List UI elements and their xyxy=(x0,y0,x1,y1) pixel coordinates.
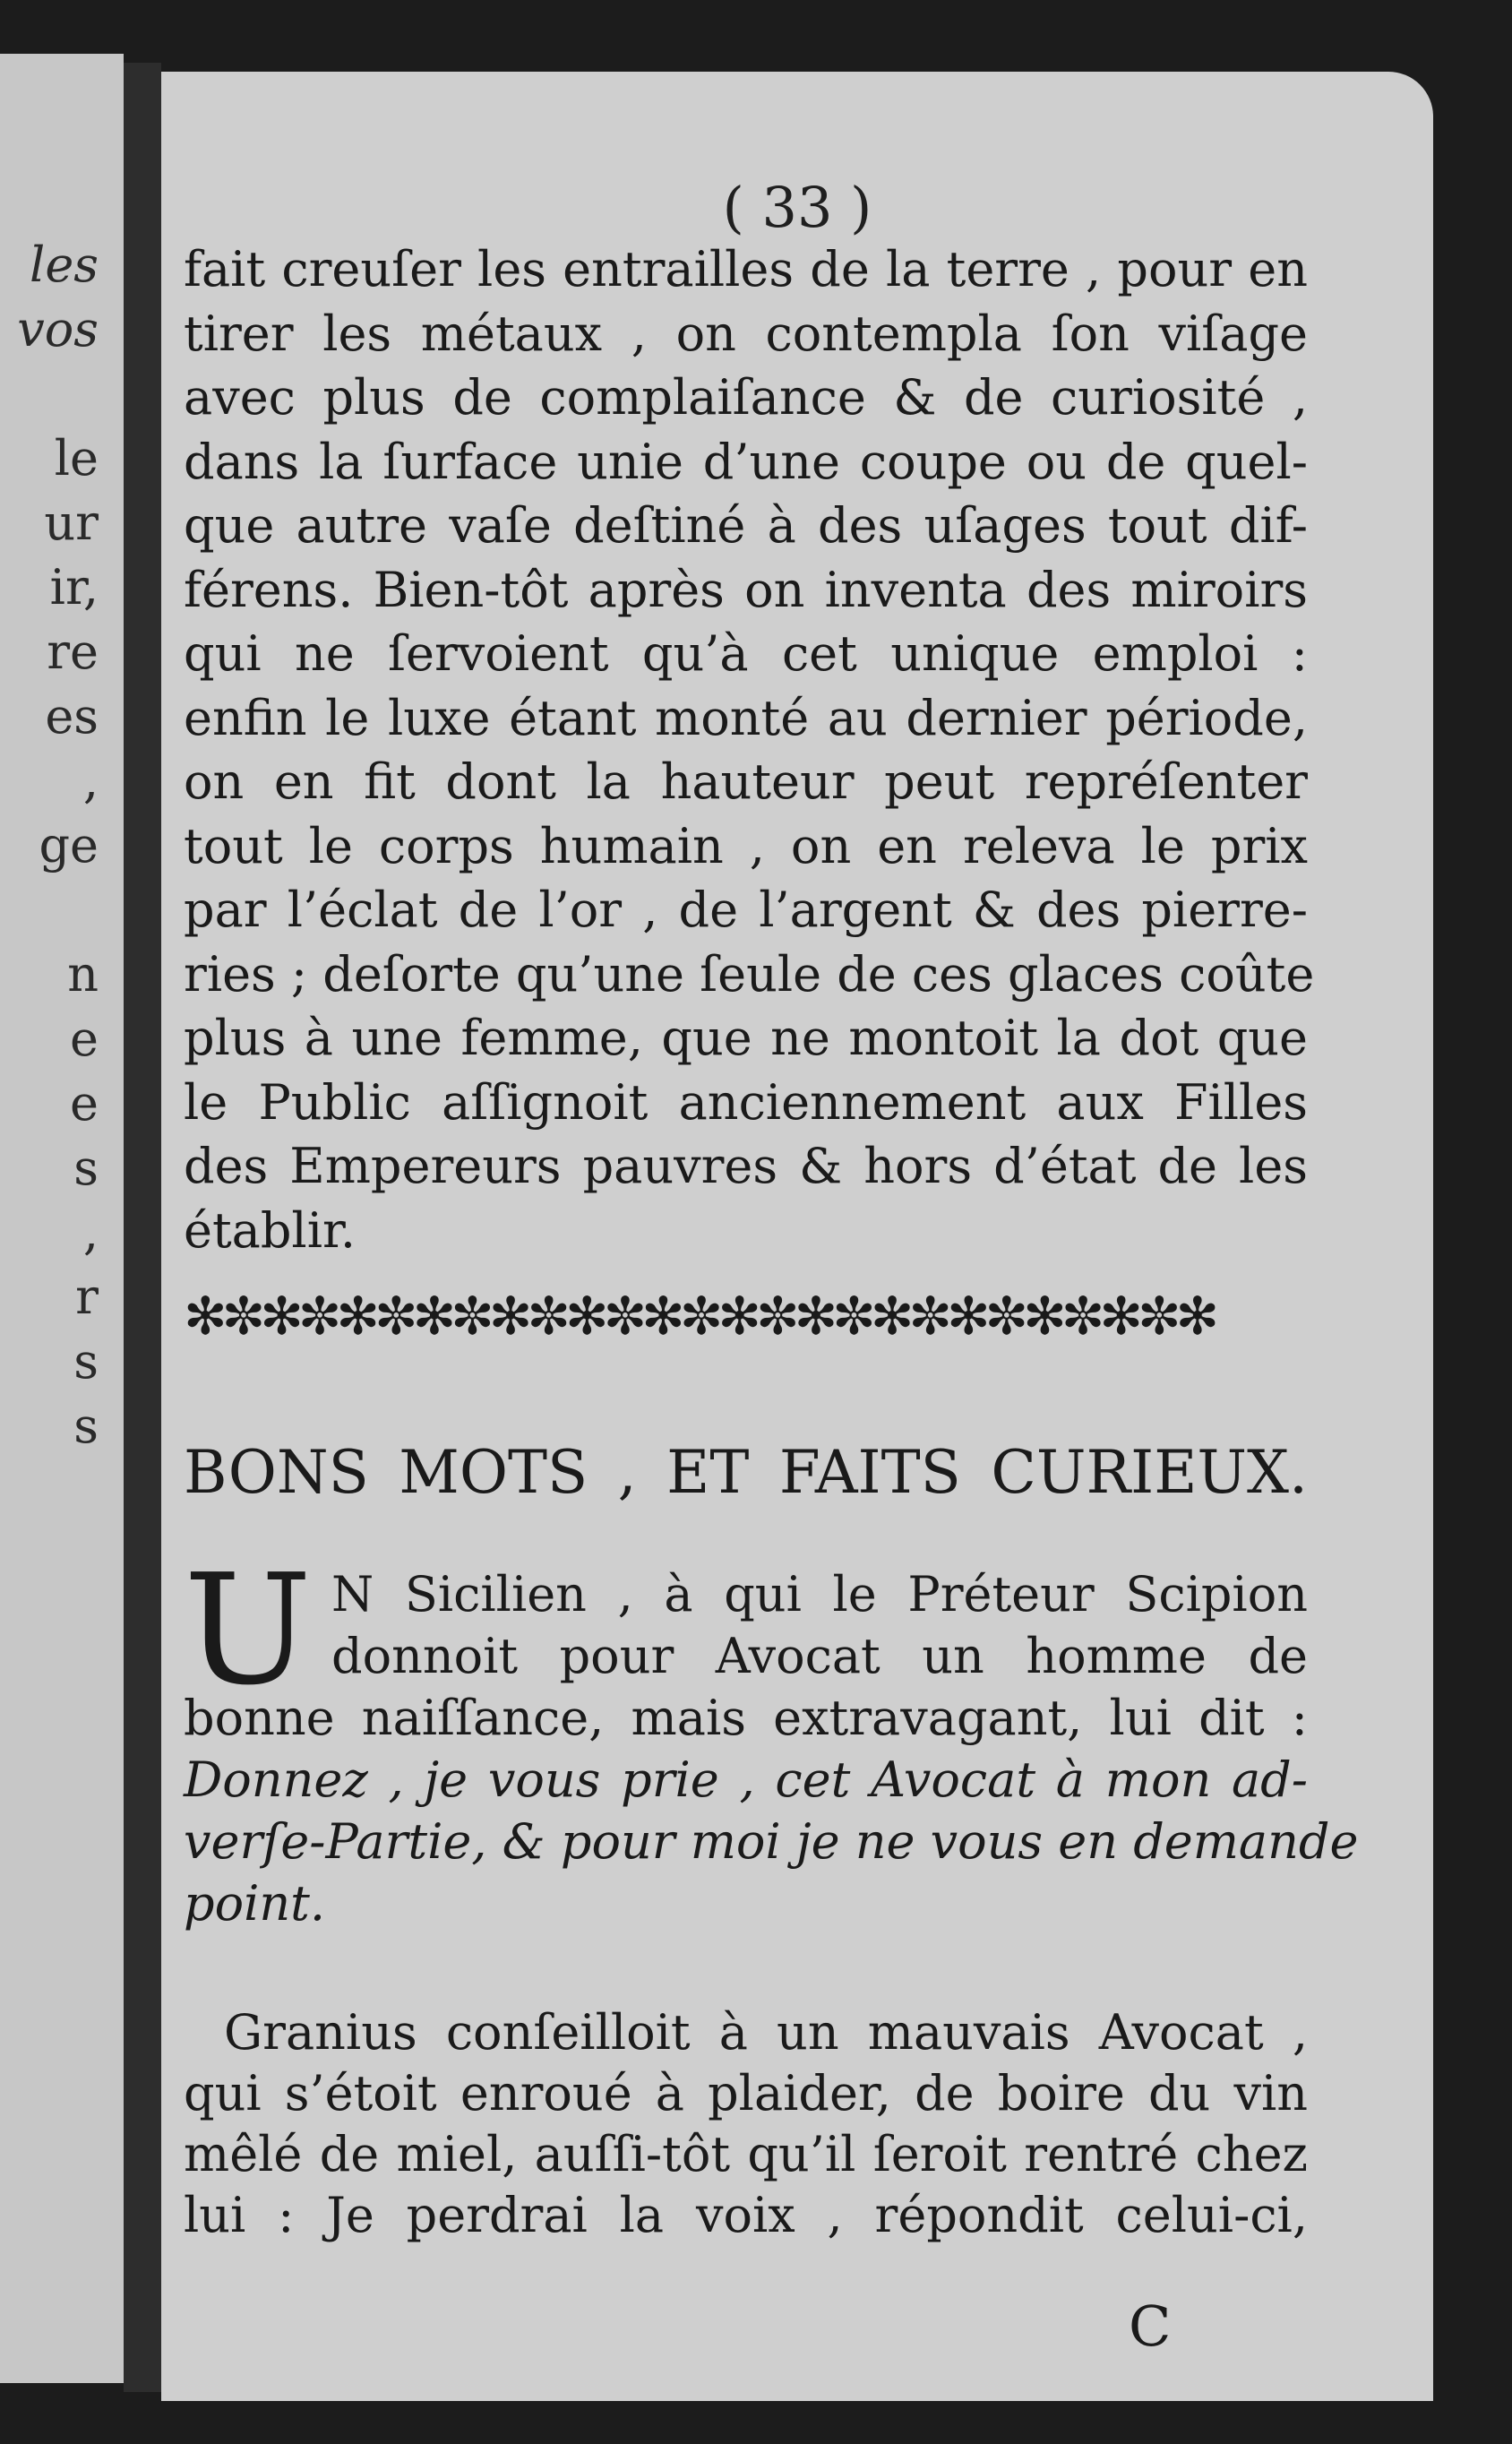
text-line: qui ne ſervoient qu’à cet unique emploi : xyxy=(184,625,1308,682)
left-fragment: les xyxy=(30,237,99,293)
left-fragment: , xyxy=(82,1204,99,1261)
text-line: que autre vaſe deſtiné à des uſages tout dif- xyxy=(184,497,1308,554)
left-fragment: ur xyxy=(44,495,99,551)
left-fragment: e xyxy=(70,1011,99,1067)
text-line: N Sicilien , à qui le Préteur Scipion xyxy=(331,1566,1308,1622)
left-fragment: s xyxy=(73,1333,99,1390)
text-line: enfin le luxe étant monté au dernier période, xyxy=(184,689,1308,746)
text-line: qui s’étoit enroué à plaider, de boire du vin xyxy=(184,2065,1308,2121)
text-line-italic: Donnez , je vous prie , cet Avocat à mon ad- xyxy=(184,1751,1308,1808)
left-fragment: ge xyxy=(39,817,99,873)
left-fragment: r xyxy=(75,1269,99,1325)
signature-mark: C xyxy=(1129,2293,1172,2359)
text-line: dans la ſurface unie d’une coupe ou de quel- xyxy=(184,433,1308,490)
text-line: férens. Bien-tôt après on inventa des miroirs xyxy=(184,561,1308,618)
left-fragment: , xyxy=(82,753,99,809)
ornament-divider: ✻✼✻✼✻✼✻✼✻✼✻✼✻✼✻✼✻✼✻✼✻✼✻✼✻✼✻ xyxy=(184,1286,1215,1347)
text-line: avec plus de complaiſance & de curiosité , xyxy=(184,369,1308,426)
text-line: donnoit pour Avocat un homme de xyxy=(331,1628,1308,1684)
page-number: ( 33 ) xyxy=(722,175,872,240)
text-line: fait creuſer les entrailles de la terre , pour en xyxy=(184,241,1308,297)
left-fragment: e xyxy=(70,1075,99,1132)
left-fragment: n xyxy=(67,946,99,1003)
left-fragment: s xyxy=(73,1140,99,1196)
text-line: tout le corps humain , on en releva le prix xyxy=(184,817,1308,874)
text-line: des Empereurs pauvres & hors d’état de les xyxy=(184,1138,1308,1194)
text-line: le Public aſſignoit anciennement aux Filles xyxy=(184,1073,1308,1131)
bons-mots-paragraph xyxy=(184,1563,1359,1934)
section-heading: BONS MOTS , ET FAITS CURIEUX. xyxy=(184,1438,1308,1507)
left-fragment: le xyxy=(54,430,99,486)
text-line: lui : Je perdrai la voix , répondit celui-ci, xyxy=(184,2187,1308,2243)
top-paragraph xyxy=(184,237,1315,1262)
text-line-italic: verſe-Partie, & pour moi je ne vous en demande xyxy=(184,1813,1359,1870)
left-fragment: vos xyxy=(17,301,99,357)
text-line: plus à une femme, que ne montoit la dot que xyxy=(184,1010,1308,1066)
left-fragment xyxy=(0,878,99,942)
book-page xyxy=(161,72,1433,2401)
granius-paragraph xyxy=(184,2002,1308,2246)
left-page-edge xyxy=(0,54,124,2383)
text-line: mêlé de miel, auſſi-tôt qu’il ſeroit rentré chez xyxy=(184,2126,1308,2182)
left-fragment: re xyxy=(47,624,99,680)
left-fragment xyxy=(0,362,99,426)
left-fragment: s xyxy=(73,1398,99,1454)
text-line: on en fit dont la hauteur peut repréſenter xyxy=(184,753,1308,810)
left-fragment: es xyxy=(45,688,99,744)
text-line: tirer les métaux , on contempla ſon viſage xyxy=(184,305,1308,362)
left-page-fragments xyxy=(0,233,99,1459)
left-fragment: ir, xyxy=(49,559,99,615)
text-line-italic: point. xyxy=(184,1875,325,1932)
drop-cap: U xyxy=(184,1542,313,1719)
book-spine xyxy=(124,63,161,2392)
text-line: établir. xyxy=(184,1201,357,1259)
text-line: par l’éclat de l’or , de l’argent & des pierre- xyxy=(184,882,1308,938)
text-line: bonne naiſſance, mais extravagant, lui dit : xyxy=(184,1690,1308,1746)
text-line: ries ; deſorte qu’une ſeule de ces glaces coûte xyxy=(184,945,1315,1003)
text-line: Granius conſeilloit à un mauvais Avocat , xyxy=(224,2004,1308,2061)
